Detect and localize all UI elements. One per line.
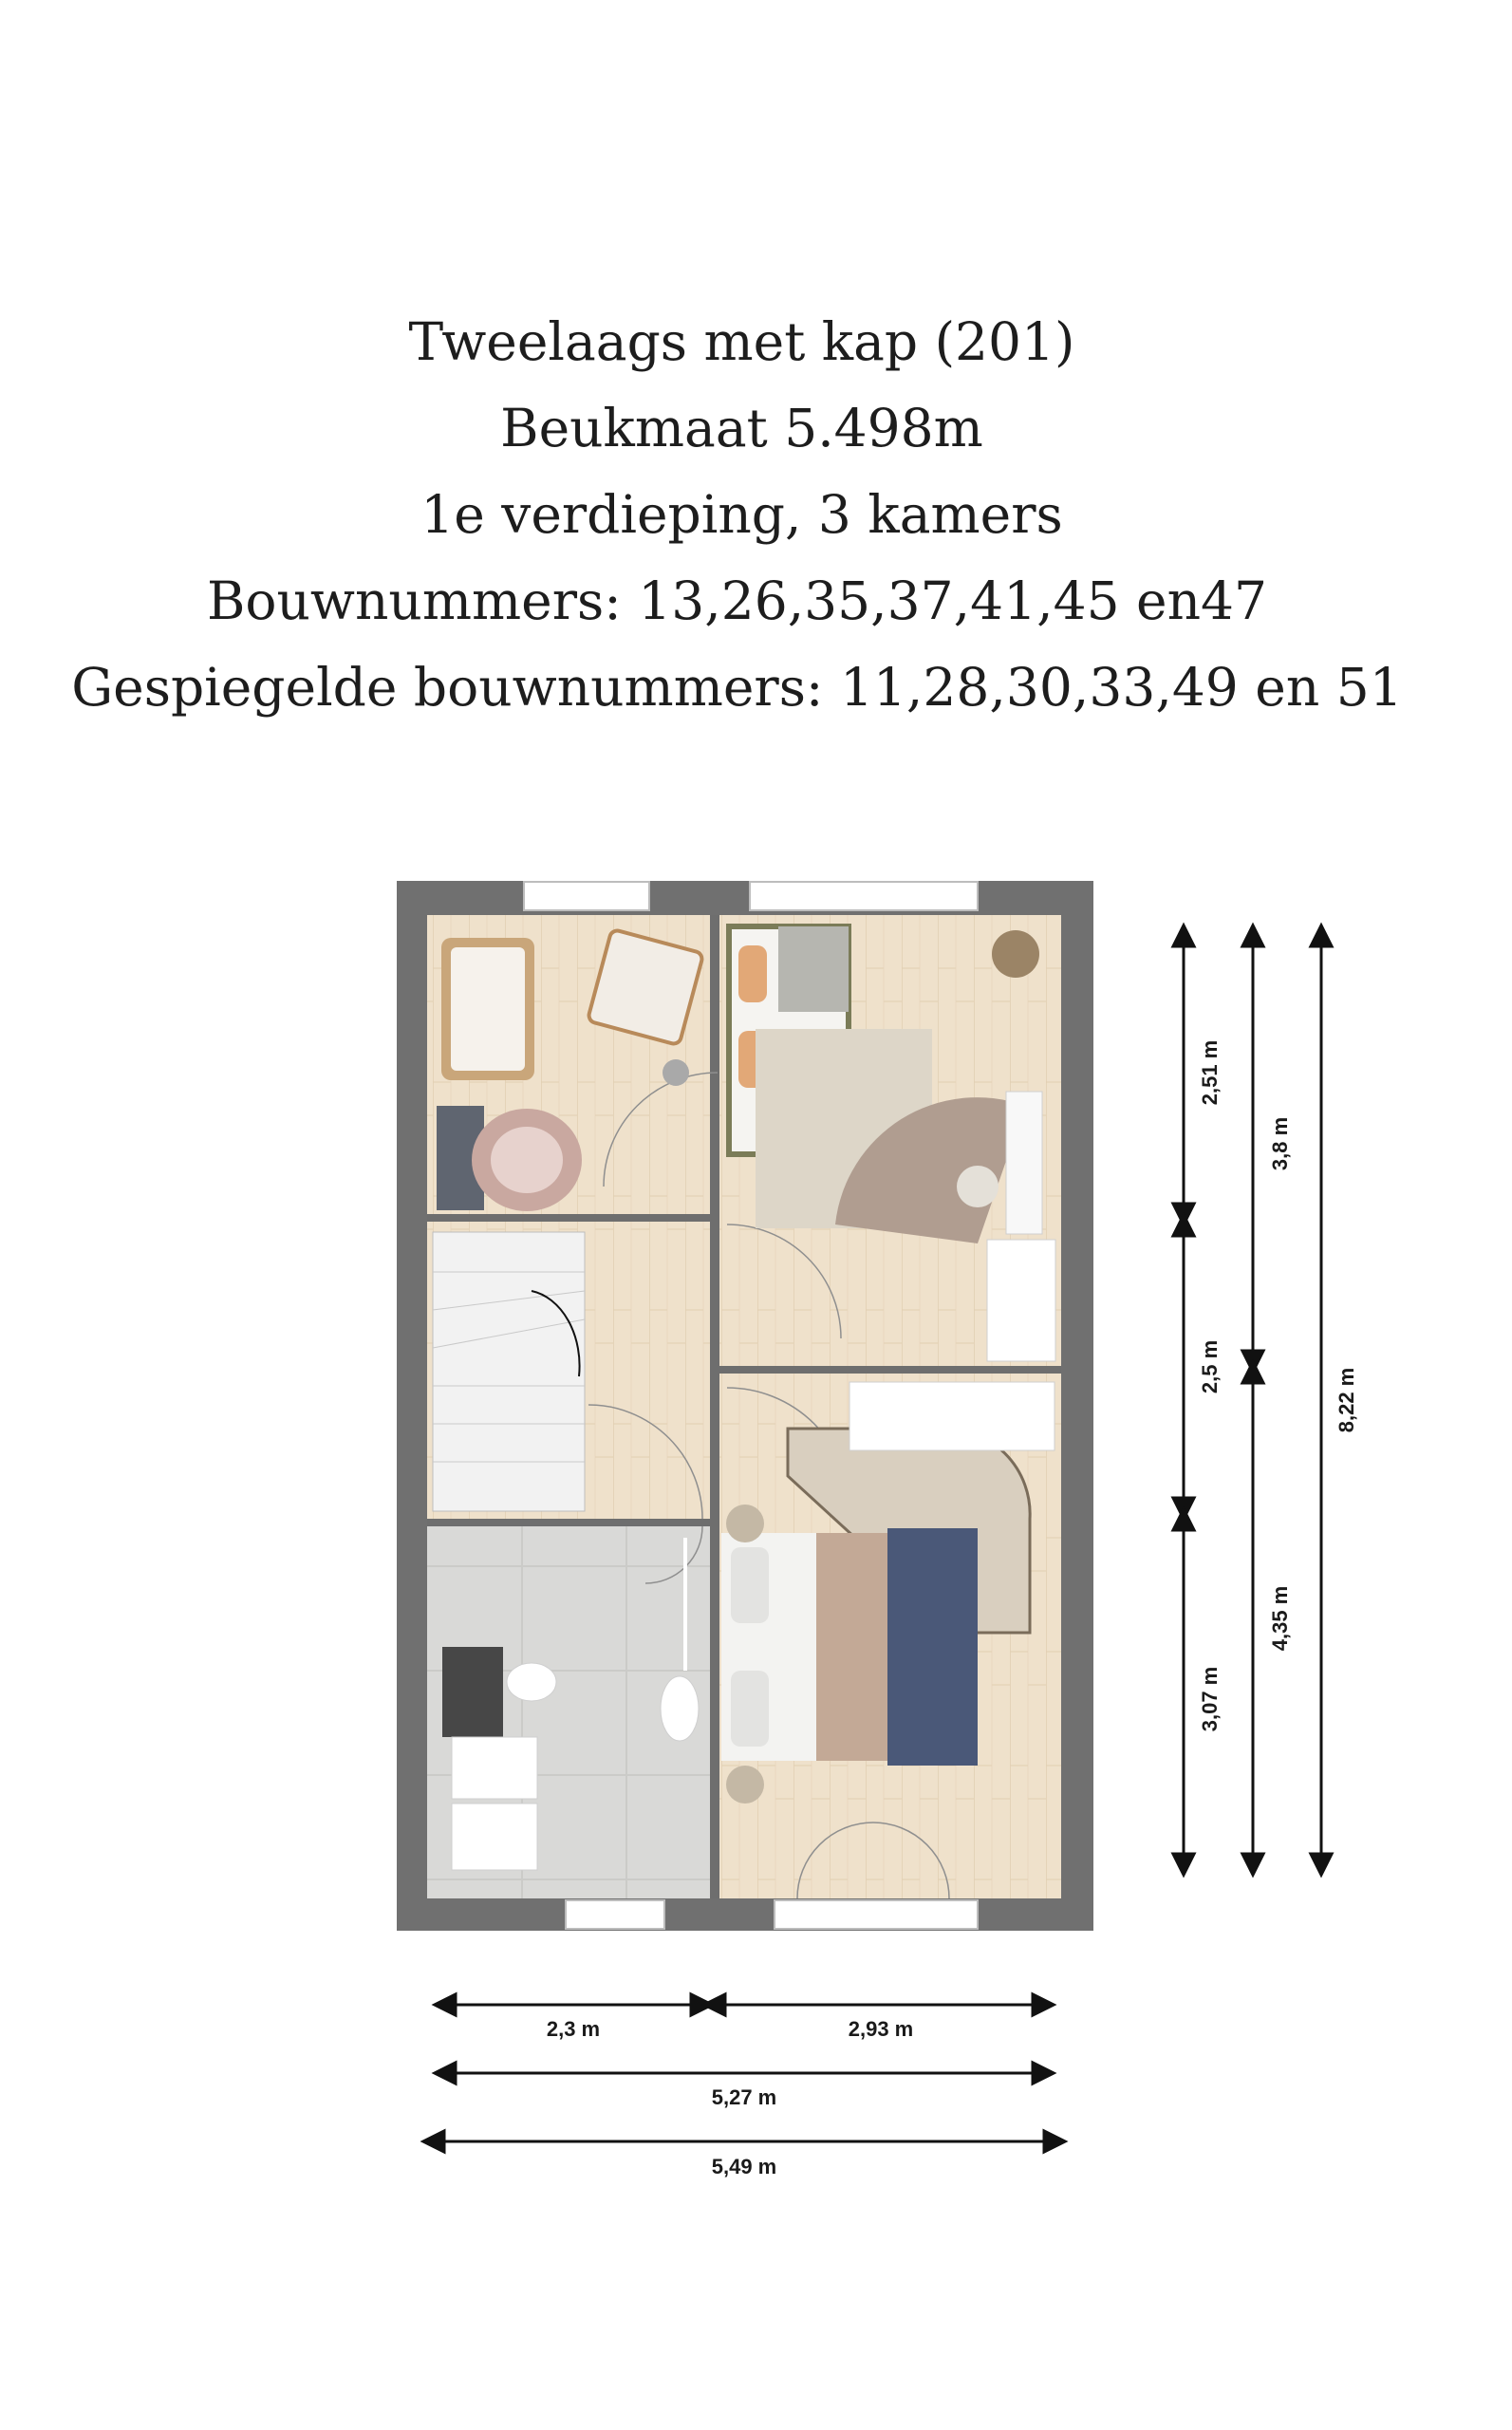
basket xyxy=(663,1059,689,1086)
beukmaat-label: Beukmaat 5.498m xyxy=(500,398,983,458)
dim-label-2-5: 2,5 m xyxy=(1198,1339,1222,1394)
washer xyxy=(452,1737,537,1799)
master-wardrobe xyxy=(849,1382,1055,1450)
dim-label-3-07: 3,07 m xyxy=(1198,1666,1222,1732)
vanity xyxy=(442,1647,503,1737)
dim-label-2-3: 2,3 m xyxy=(546,2017,601,2041)
wardrobe xyxy=(987,1240,1055,1361)
nightstand-bottom xyxy=(726,1766,764,1804)
plan-title: Tweelaags met kap (201) xyxy=(408,311,1075,372)
toilet xyxy=(507,1663,556,1701)
desk xyxy=(1006,1092,1042,1234)
vertical-dimension-labels xyxy=(1198,1040,1358,1732)
dim-label-5-49: 5,49 m xyxy=(711,2155,777,2178)
horizontal-dimensions xyxy=(433,2005,1055,2141)
dim-label-2-93: 2,93 m xyxy=(848,2017,914,2041)
dryer xyxy=(452,1804,537,1870)
dim-label-4-35: 4,35 m xyxy=(1268,1585,1292,1652)
plant xyxy=(992,930,1039,978)
dim-label-2-51: 2,51 m xyxy=(1198,1039,1222,1106)
sink xyxy=(661,1676,699,1741)
mirrored-building-numbers: Gespiegelde bouwnummers: 11,28,30,33,49 en 51 xyxy=(71,657,1403,718)
nightstand-top xyxy=(726,1505,764,1542)
dim-label-8-22: 8,22 m xyxy=(1335,1367,1358,1433)
dim-label-5-27: 5,27 m xyxy=(711,2085,777,2109)
staircase xyxy=(433,1232,585,1511)
horizontal-dimension-labels xyxy=(547,2017,913,2178)
dim-label-3-8: 3,8 m xyxy=(1268,1116,1292,1171)
floor-label: 1e verdieping, 3 kamers xyxy=(420,484,1063,545)
desk-chair xyxy=(957,1166,999,1207)
building-numbers: Bouwnummers: 13,26,35,37,41,45 en47 xyxy=(206,570,1268,631)
